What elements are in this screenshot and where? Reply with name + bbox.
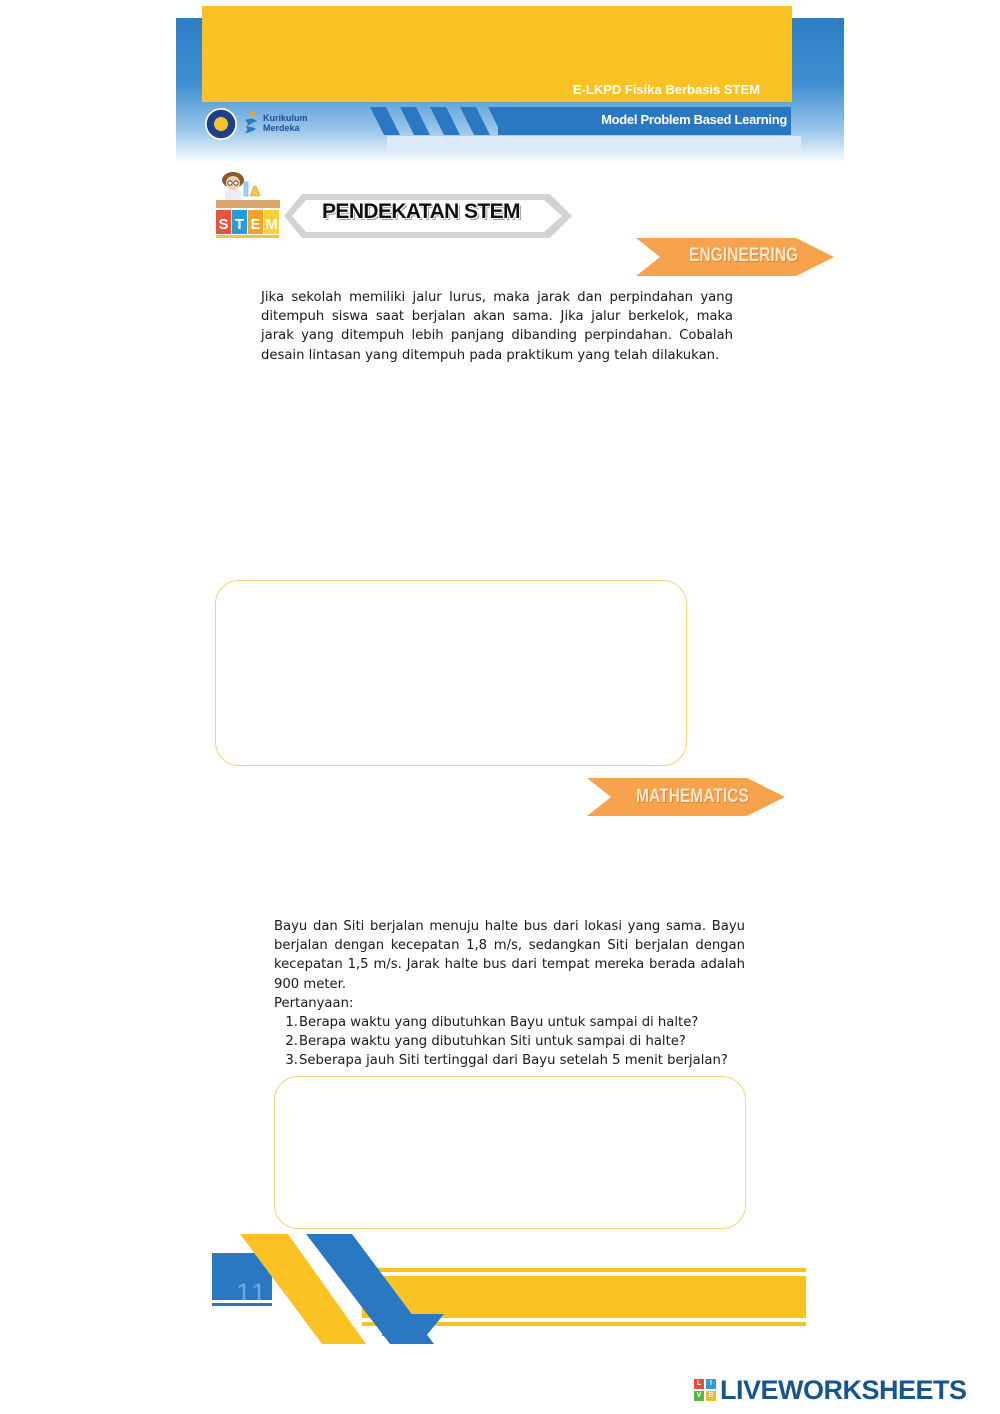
question-number: 2. xyxy=(285,1034,298,1050)
question-text: Berapa waktu yang dibutuhkan Bayu untuk sampai di halte? xyxy=(299,1015,699,1031)
logo-line2: Merdeka xyxy=(263,123,300,133)
questions-list xyxy=(274,1013,745,1071)
mathematics-paragraph: Bayu dan Siti berjalan menuju halte bus dari lokasi yang sama. Bayu berjalan dengan kecepatan 1,8 m/s, sedangkan Siti berjalan dengan kecepatan 1,5 m/s. Jarak halte bus dari tempat mereka berada adalah 900 meter. xyxy=(274,919,745,992)
kurikulum-merdeka-mark-icon xyxy=(243,111,259,135)
engineering-answer-box[interactable] xyxy=(215,580,687,766)
question-item xyxy=(274,1013,745,1032)
stem-letter-m: M xyxy=(265,216,278,233)
engineering-paragraph: Jika sekolah memiliki jalur lurus, maka jarak dan perpindahan yang ditempuh siswa saat berjalan akan sama. Jika jalur berkelok, maka jarak yang ditempuh lebih panjang dibanding perpindahan. Cobalah desain lintasan yang ditempuh pada praktikum yang telah dilakukan. xyxy=(261,290,733,363)
question-item xyxy=(274,1032,745,1051)
model-label: Model Problem Based Learning xyxy=(601,112,787,127)
kurikulum-merdeka-text xyxy=(263,113,308,133)
stem-letter-e: E xyxy=(250,216,261,233)
logo-block-l: L xyxy=(694,1379,704,1389)
mathematics-answer-box[interactable] xyxy=(274,1076,746,1229)
engineering-label: ENGINEERING xyxy=(689,245,799,266)
question-number: 3. xyxy=(285,1053,298,1069)
logo-block-i: I xyxy=(706,1379,716,1389)
question-number: 1. xyxy=(285,1015,298,1031)
footer-decoration xyxy=(212,1232,806,1346)
stem-letter-s: S xyxy=(218,216,229,233)
stem-letter-t: T xyxy=(234,216,245,233)
liveworksheets-wordmark: LIVEWORKSHEETS xyxy=(720,1374,967,1405)
header-pale-strip xyxy=(387,136,801,154)
mathematics-label: MATHEMATICS xyxy=(636,786,749,807)
header-title: E-LKPD Fisika Berbasis STEM xyxy=(572,82,760,97)
questions-heading: Pertanyaan: xyxy=(274,995,354,1011)
stem-title: PENDEKATAN STEM xyxy=(322,200,520,223)
logo-block-e: E xyxy=(706,1391,716,1401)
page-number: 11 xyxy=(236,1278,269,1308)
logo-line1: Kurikulum xyxy=(263,113,308,123)
question-item xyxy=(274,1051,745,1070)
university-seal-logo xyxy=(205,108,237,140)
liveworksheets-brand[interactable] xyxy=(694,1374,967,1406)
question-text: Berapa waktu yang dibutuhkan Siti untuk sampai di halte? xyxy=(299,1034,686,1050)
logo-block-v: V xyxy=(694,1391,704,1401)
stem-scientist-logo xyxy=(212,166,284,240)
question-text: Seberapa jauh Siti tertinggal dari Bayu setelah 5 menit berjalan? xyxy=(299,1053,728,1069)
liveworksheets-logo-icon xyxy=(694,1379,716,1401)
mathematics-problem xyxy=(274,917,745,1071)
